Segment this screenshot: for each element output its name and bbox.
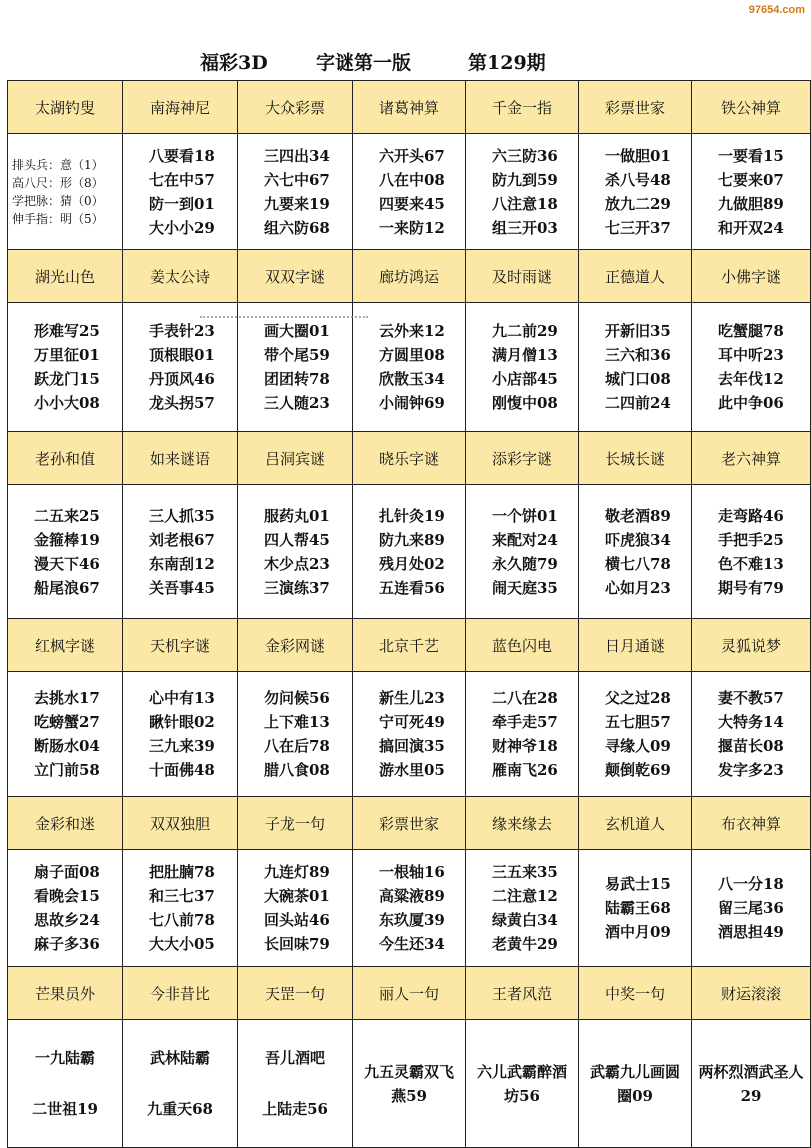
author-name-cell: 灵狐说梦 [692, 619, 811, 672]
author-name-cell: 正德道人 [579, 250, 692, 303]
author-name-cell: 湖光山色 [8, 250, 123, 303]
riddle-lines [123, 850, 237, 966]
riddle-cell [123, 134, 238, 250]
riddle-line: 大小小29 [149, 218, 215, 237]
riddle-cell [466, 485, 579, 619]
author-name-cell: 双双独胆 [123, 797, 238, 850]
header-row [8, 81, 811, 134]
riddle-line: 排头兵：意（1） [12, 157, 104, 172]
riddle-row [8, 303, 811, 432]
riddle-cell [353, 303, 466, 432]
riddle-line: 九二前29 [492, 322, 558, 340]
riddle-line: 雁南飞26 [492, 761, 558, 779]
author-name-cell: 子龙一句 [238, 797, 353, 850]
author-name-cell: 天罡一句 [238, 967, 353, 1020]
riddle-line: 云外来12 [379, 322, 445, 340]
riddle-lines [238, 672, 352, 796]
riddle-line: 木少点23 [264, 554, 330, 573]
riddle-cell [353, 134, 466, 250]
riddle-cell [692, 134, 811, 250]
riddle-line: 高八尺：形（8） [12, 175, 104, 190]
riddle-line: 思故乡24 [34, 911, 100, 929]
riddle-cell [123, 850, 238, 967]
riddle-line: 丹顶风46 [149, 370, 215, 388]
title-issue: 第129期 [468, 52, 546, 74]
author-name-cell: 老六神算 [692, 432, 811, 485]
riddle-line: 伸手指：明（5） [12, 211, 104, 226]
author-name-cell: 蓝色闪电 [466, 619, 579, 672]
riddle-cell [579, 850, 692, 967]
riddle-line: 一来防12 [379, 218, 445, 237]
riddle-line: 吃螃蟹27 [34, 713, 100, 731]
author-name-cell: 天机字谜 [123, 619, 238, 672]
author-name-cell: 北京千艺 [353, 619, 466, 672]
author-name-cell: 彩票世家 [579, 81, 692, 134]
riddle-line: 此中争06 [718, 394, 784, 412]
riddle-line: 八在中08 [379, 170, 445, 189]
riddle-line: 九要来19 [264, 194, 330, 213]
riddle-cell [692, 672, 811, 797]
riddle-line: 九重天68 [147, 1099, 213, 1118]
riddle-line: 七在中57 [149, 170, 215, 189]
riddle-line: 永久随79 [492, 554, 558, 573]
riddle-lines [238, 1020, 352, 1147]
author-name-cell: 王者风范 [466, 967, 579, 1020]
riddle-line: 三五来35 [492, 863, 558, 881]
riddle-lines [692, 485, 810, 618]
riddle-line: 六开头67 [379, 146, 445, 165]
riddle-cell [8, 850, 123, 967]
riddle-cell [8, 485, 123, 619]
riddle-cell [579, 672, 692, 797]
riddle-line: 三人抓35 [149, 506, 215, 525]
riddle-line: 万里征01 [34, 346, 100, 364]
riddle-line: 船尾浪67 [34, 578, 100, 597]
riddle-line: 陆霸王68 [605, 899, 671, 917]
author-name-cell: 双双字谜 [238, 250, 353, 303]
riddle-lines [238, 134, 352, 249]
riddle-line: 二五来25 [34, 506, 100, 525]
riddle-line: 留三尾36 [718, 899, 784, 917]
riddle-cell [353, 672, 466, 797]
riddle-line: 放九二29 [605, 194, 671, 213]
riddle-line: 扇子面08 [34, 863, 100, 881]
riddle-line: 五连看56 [379, 578, 445, 597]
riddle-line: 闹天庭35 [492, 578, 558, 597]
author-name-cell: 今非昔比 [123, 967, 238, 1020]
riddle-line: 大特务14 [718, 713, 784, 731]
author-name-cell: 大众彩票 [238, 81, 353, 134]
riddle-line: 酒中月09 [605, 923, 671, 941]
riddle-line: 城门口08 [605, 370, 671, 388]
pen-scribble [200, 316, 368, 328]
riddle-line: 东南刮12 [149, 554, 215, 573]
riddle-line: 去年伐12 [718, 370, 784, 388]
author-name-cell: 铁公神算 [692, 81, 811, 134]
riddle-line: 四人帮45 [264, 530, 330, 549]
author-name-cell: 老孙和值 [8, 432, 123, 485]
riddle-line: 刘老根67 [149, 530, 215, 549]
riddle-line: 七八前78 [149, 911, 215, 929]
riddle-line: 回头站46 [264, 911, 330, 929]
riddle-line: 六三防36 [492, 146, 558, 165]
riddle-line: 七三开37 [605, 218, 671, 237]
riddle-lines [123, 485, 237, 618]
riddle-line: 长回味79 [264, 935, 330, 953]
riddle-lines [579, 134, 691, 249]
riddle-line: 跃龙门15 [34, 370, 100, 388]
riddle-lines [579, 850, 691, 966]
riddle-line: 新生儿23 [379, 689, 445, 707]
header-row [8, 797, 811, 850]
author-name-cell: 财运滚滚 [692, 967, 811, 1020]
riddle-line: 小闹钟69 [379, 394, 445, 412]
riddle-lines [353, 303, 465, 431]
riddle-line: 一九陆霸 [34, 1049, 95, 1068]
riddle-cell [8, 1020, 123, 1148]
riddle-cell [466, 1020, 579, 1148]
riddle-line: 顶根眼01 [149, 346, 215, 364]
riddle-line: 今生还34 [379, 935, 445, 953]
author-name-cell: 晓乐字谜 [353, 432, 466, 485]
riddle-line: 腊八食08 [264, 761, 330, 779]
author-name-cell: 小佛字谜 [692, 250, 811, 303]
riddle-line: 二注意12 [492, 887, 558, 905]
riddle-cell [692, 850, 811, 967]
riddle-line: 一要看15 [718, 146, 784, 165]
riddle-line: 瞅针眼02 [149, 713, 215, 731]
riddle-cell [466, 672, 579, 797]
riddle-lines [8, 485, 122, 618]
riddle-line: 服药丸01 [264, 506, 330, 525]
riddle-cell [238, 134, 353, 250]
page-title [0, 44, 811, 80]
riddle-line: 立门前58 [34, 761, 100, 779]
riddle-line: 武霸九儿画圆圈09 [589, 1062, 680, 1105]
riddle-lines [238, 850, 352, 966]
riddle-lines [353, 672, 465, 796]
riddle-line: 心中有13 [149, 689, 215, 707]
riddle-line: 九五灵霸双飞燕59 [363, 1062, 454, 1105]
riddle-line: 一根轴16 [379, 863, 445, 881]
riddle-line: 和三七37 [149, 887, 215, 905]
riddle-cell [466, 134, 579, 250]
riddle-lines [8, 672, 122, 796]
riddle-lines [692, 303, 810, 431]
riddle-lines [123, 134, 237, 249]
riddle-lines [123, 672, 237, 796]
header-row [8, 967, 811, 1020]
riddle-line: 麻子多36 [34, 935, 100, 953]
author-name-cell: 红枫字谜 [8, 619, 123, 672]
riddle-line: 财神爷18 [492, 737, 558, 755]
riddle-line: 三人随23 [264, 394, 330, 412]
riddle-line: 上陆走56 [262, 1099, 328, 1118]
riddle-line: 防九到59 [492, 170, 558, 189]
riddle-lines [123, 1020, 237, 1147]
riddle-cell [579, 134, 692, 250]
riddle-line: 横七八78 [605, 554, 671, 573]
riddle-cell [238, 1020, 353, 1148]
riddle-lines [692, 134, 810, 249]
riddle-line: 三演练37 [264, 578, 330, 597]
author-name-cell: 丽人一句 [353, 967, 466, 1020]
riddle-cell [692, 303, 811, 432]
riddle-lines [353, 850, 465, 966]
author-name-cell: 布衣神算 [692, 797, 811, 850]
riddle-line: 大大小05 [149, 935, 215, 953]
riddle-line: 八在后78 [264, 737, 330, 755]
riddle-line: 吾儿酒吧 [264, 1049, 325, 1068]
riddle-line: 妻不教57 [718, 689, 784, 707]
riddle-lines [353, 134, 465, 249]
riddle-line: 欣散玉34 [379, 370, 445, 388]
riddle-line: 勿问候56 [264, 689, 330, 707]
riddle-line: 期号有79 [718, 578, 784, 597]
riddle-cell [123, 1020, 238, 1148]
site-watermark: 97654.com [748, 4, 805, 16]
riddle-cell [466, 303, 579, 432]
riddle-lines [466, 850, 578, 966]
riddle-line: 六儿武霸醉酒坊56 [476, 1062, 567, 1105]
riddle-lines [466, 485, 578, 618]
riddle-line: 九做胆89 [718, 194, 784, 213]
riddle-line: 宁可死49 [379, 713, 445, 731]
author-name-cell: 中奖一句 [579, 967, 692, 1020]
riddle-line: 搞回演35 [379, 737, 445, 755]
riddle-cell [353, 1020, 466, 1148]
riddle-row [8, 850, 811, 967]
author-name-cell: 长城长谜 [579, 432, 692, 485]
author-name-cell: 芒果员外 [8, 967, 123, 1020]
author-name-cell: 缘来缘去 [466, 797, 579, 850]
riddle-line: 吃蟹腿78 [718, 322, 784, 340]
author-name-cell: 添彩字谜 [466, 432, 579, 485]
riddle-line: 漫天下46 [34, 554, 100, 573]
riddle-line: 龙头拐57 [149, 394, 215, 412]
riddle-lines [579, 1020, 691, 1147]
riddle-line: 开新旧35 [605, 322, 671, 340]
riddle-line: 色不难13 [718, 554, 784, 573]
riddle-cell [579, 303, 692, 432]
riddle-cell [238, 485, 353, 619]
title-brand: 福彩3D [200, 52, 268, 74]
author-name-cell: 太湖钓叟 [8, 81, 123, 134]
riddle-line: 心如月23 [605, 578, 671, 597]
riddle-line: 小小大08 [34, 394, 100, 412]
riddle-line: 手把手25 [718, 530, 784, 549]
header-row [8, 250, 811, 303]
riddle-line: 吓虎狼34 [605, 530, 671, 549]
riddle-line: 寻缘人09 [605, 737, 671, 755]
title-edition: 字谜第一版 [316, 52, 412, 74]
riddle-line: 三四出34 [264, 146, 330, 165]
author-name-cell: 日月通谜 [579, 619, 692, 672]
author-name-cell: 诸葛神算 [353, 81, 466, 134]
riddle-lines [8, 134, 122, 249]
riddle-lines [466, 672, 578, 796]
riddle-line: 一做胆01 [605, 146, 671, 165]
riddle-line: 关吾事45 [149, 578, 215, 597]
riddle-line: 游水里05 [379, 761, 445, 779]
riddle-line: 断肠水04 [34, 737, 100, 755]
riddle-lines [466, 134, 578, 249]
riddle-line: 小店部45 [492, 370, 558, 388]
riddle-line: 四要来45 [379, 194, 445, 213]
riddle-line: 来配对24 [492, 530, 558, 549]
riddle-row [8, 672, 811, 797]
riddle-lines [579, 303, 691, 431]
riddle-line: 把肚腩78 [149, 863, 215, 881]
riddle-row [8, 1020, 811, 1148]
riddle-line: 方圆里08 [379, 346, 445, 364]
riddle-cell [353, 485, 466, 619]
riddle-line: 组三开03 [492, 218, 558, 237]
author-name-cell: 千金一指 [466, 81, 579, 134]
riddle-lines [466, 1020, 578, 1147]
riddle-lines [8, 303, 122, 431]
riddle-cell [579, 485, 692, 619]
riddle-line: 学把脉：猜（0） [12, 193, 104, 208]
riddle-lines [579, 485, 691, 618]
riddle-lines [353, 1020, 465, 1147]
riddle-cell [8, 672, 123, 797]
riddle-cell [579, 1020, 692, 1148]
riddle-line: 二四前24 [605, 394, 671, 412]
riddle-cell [692, 1020, 811, 1148]
riddle-line: 高粱液89 [379, 887, 445, 905]
riddle-line: 防一到01 [149, 194, 215, 213]
riddle-line: 画大圈01 [264, 322, 330, 340]
riddle-cell [8, 303, 123, 432]
riddle-lines [353, 485, 465, 618]
riddle-line: 防九来89 [379, 530, 445, 549]
riddle-line: 残月处02 [379, 554, 445, 573]
riddle-cell [123, 485, 238, 619]
riddle-line: 五七胆57 [605, 713, 671, 731]
riddle-line: 去挑水17 [34, 689, 100, 707]
riddle-line: 老黄牛29 [492, 935, 558, 953]
riddle-lines [692, 850, 810, 966]
riddle-line: 一个饼01 [492, 506, 558, 525]
riddle-line: 满月僧13 [492, 346, 558, 364]
riddle-line: 看晚会15 [34, 887, 100, 905]
riddle-line: 扎针灸19 [379, 506, 445, 525]
riddle-line: 三九来39 [149, 737, 215, 755]
riddle-line: 敬老酒89 [605, 506, 671, 525]
riddle-lines [692, 1020, 810, 1147]
author-name-cell: 金彩和迷 [8, 797, 123, 850]
riddle-cell [123, 672, 238, 797]
riddle-lines [466, 303, 578, 431]
riddle-cell [353, 850, 466, 967]
riddle-row [8, 134, 811, 250]
riddle-line: 带个尾59 [264, 346, 330, 364]
riddle-line: 酒思担49 [718, 923, 784, 941]
riddle-line: 三六和36 [605, 346, 671, 364]
riddle-line: 两杯烈酒武圣人29 [698, 1062, 804, 1105]
riddle-lines [692, 672, 810, 796]
author-name-cell: 如来谜语 [123, 432, 238, 485]
riddle-line: 东玖厦39 [379, 911, 445, 929]
riddle-line: 形难写25 [34, 322, 100, 340]
header-row [8, 619, 811, 672]
riddle-table [7, 80, 811, 1148]
riddle-line: 揠苗长08 [718, 737, 784, 755]
riddle-line: 七要来07 [718, 170, 784, 189]
riddle-cell [238, 672, 353, 797]
riddle-cell [8, 134, 123, 250]
riddle-lines [238, 485, 352, 618]
author-name-cell: 姜太公诗 [123, 250, 238, 303]
author-name-cell: 南海神尼 [123, 81, 238, 134]
riddle-line: 走弯路46 [718, 506, 784, 525]
riddle-line: 二世祖19 [32, 1099, 98, 1118]
riddle-line: 大碗茶01 [264, 887, 330, 905]
riddle-line: 团团转78 [264, 370, 330, 388]
author-name-cell: 彩票世家 [353, 797, 466, 850]
riddle-line: 颠倒乾69 [605, 761, 671, 779]
riddle-line: 耳中听23 [718, 346, 784, 364]
author-name-cell: 金彩网谜 [238, 619, 353, 672]
riddle-line: 八一分18 [718, 875, 784, 893]
riddle-line: 易武士15 [605, 875, 671, 893]
riddle-line: 九连灯89 [264, 863, 330, 881]
riddle-lines [579, 672, 691, 796]
riddle-cell [238, 850, 353, 967]
author-name-cell: 及时雨谜 [466, 250, 579, 303]
author-name-cell: 玄机道人 [579, 797, 692, 850]
riddle-line: 六七中67 [264, 170, 330, 189]
riddle-line: 组六防68 [264, 218, 330, 237]
riddle-lines [8, 1020, 122, 1147]
header-row [8, 432, 811, 485]
riddle-line: 武林陆霸 [149, 1049, 210, 1068]
riddle-line: 上下难13 [264, 713, 330, 731]
riddle-line: 二八在28 [492, 689, 558, 707]
riddle-line: 绿黄白34 [492, 911, 558, 929]
riddle-cell [692, 485, 811, 619]
riddle-line: 发字多23 [718, 761, 784, 779]
riddle-cell [466, 850, 579, 967]
riddle-line: 八注意18 [492, 194, 558, 213]
riddle-lines [8, 850, 122, 966]
riddle-line: 八要看18 [149, 146, 215, 165]
riddle-line: 杀八号48 [605, 170, 671, 189]
riddle-row [8, 485, 811, 619]
riddle-line: 手表针23 [149, 322, 215, 340]
riddle-line: 父之过28 [605, 689, 671, 707]
riddle-line: 牵手走57 [492, 713, 558, 731]
riddle-line: 刚愎中08 [492, 394, 558, 412]
author-name-cell: 吕洞宾谜 [238, 432, 353, 485]
riddle-line: 和开双24 [718, 218, 784, 237]
author-name-cell: 廊坊鸿运 [353, 250, 466, 303]
riddle-line: 十面佛48 [149, 761, 215, 779]
riddle-line: 金箍棒19 [34, 530, 100, 549]
